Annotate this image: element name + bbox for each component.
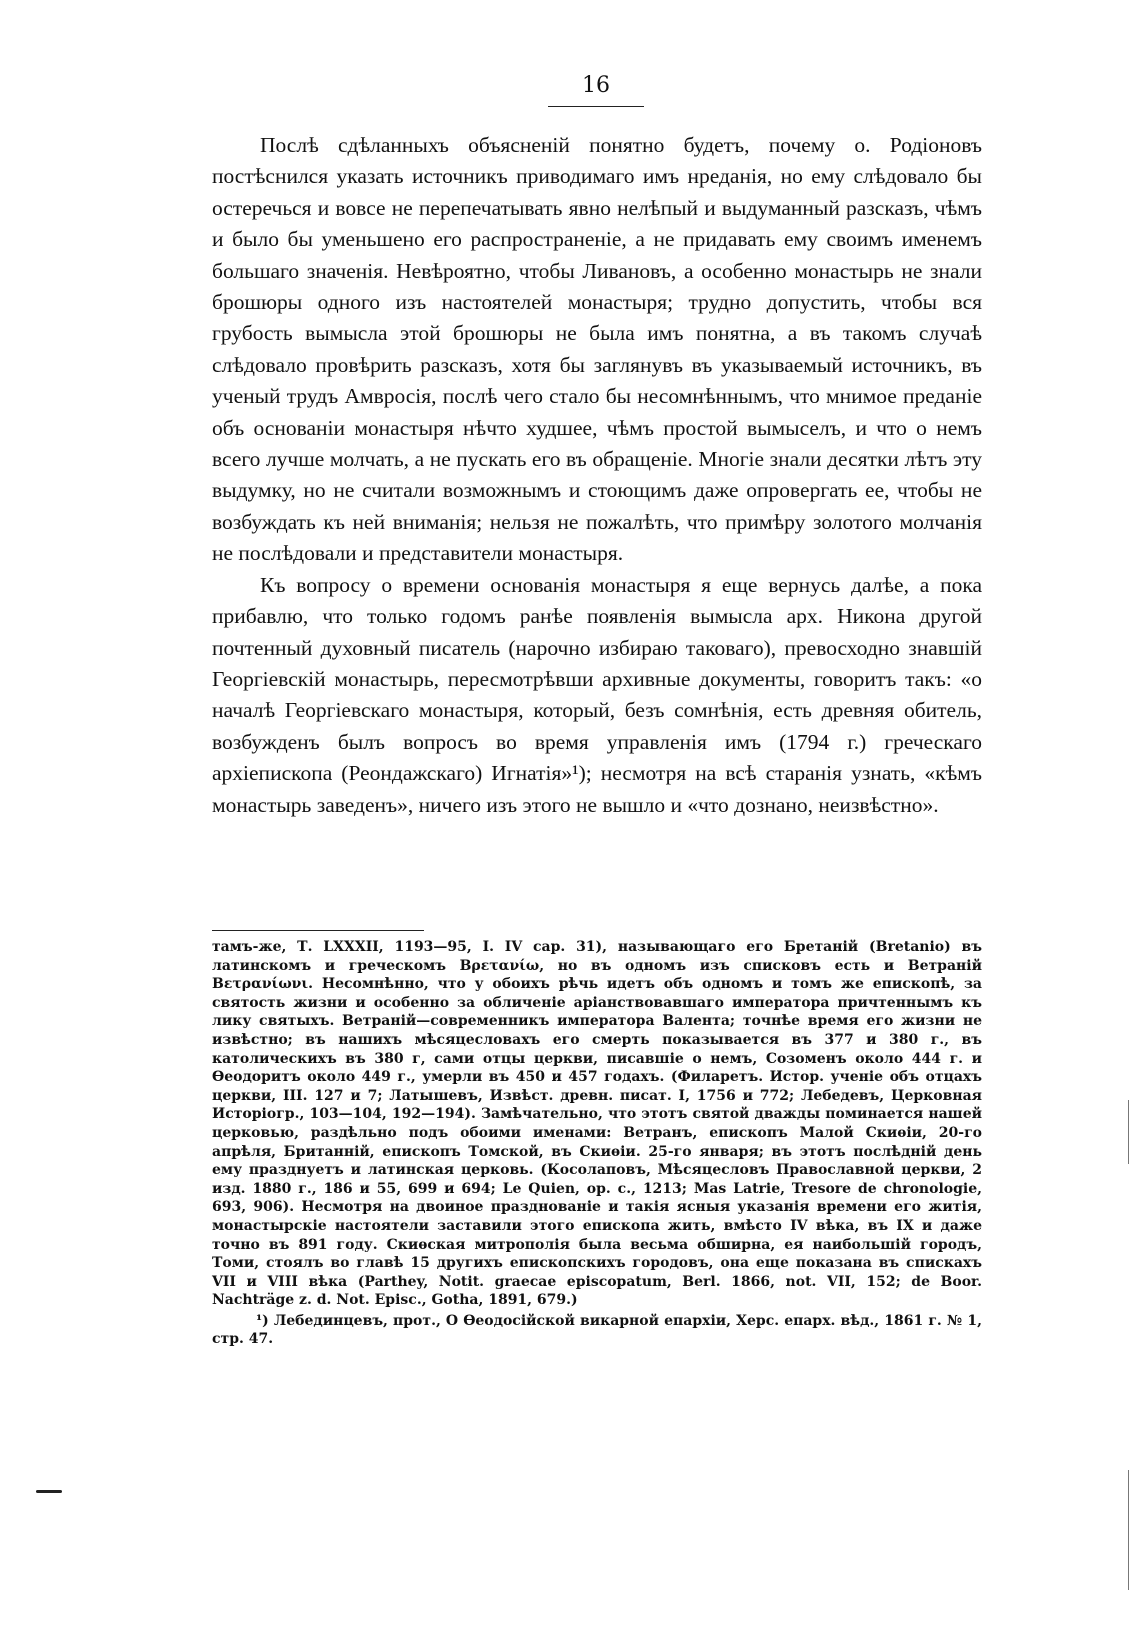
page-edge-mark [1128, 1100, 1129, 1164]
footnotes [212, 938, 982, 1349]
footnote-continued: тамъ-же, Т. LXXXII, 1193—95, I. IV сар. 31), называющаго его Бретаній (Bretanio) въ латинскомъ и греческомъ Βρετανίω, но въ одномъ изъ списковъ есть и Ветраній Βετρανίωνι. Несомнѣнно, что у обоихъ рѣчь идетъ объ одномъ и томъ же епископѣ, за святость жизни и особенно за обличеніе аріанствовавшаго императора причтеннымъ къ лику святыхъ. Ветраній—современникъ императора Валента; точнѣе время его жизни не извѣстно; въ нашихъ мѣсяцесловахъ его смерть показывается въ 377 и 380 г., въ католическихъ въ 380 г, сами отцы церкви, писавшіе о немъ, Созоменъ около 444 г. и Ѳеодоритъ около 449 г., умерли въ 450 и 457 годахъ. (Филаретъ. Истор. ученіе объ отцахъ церкви, III. 127 и 7; Латышевъ, Извѣст. древн. писат. I, 1756 и 772; Лебедевъ, Церковная Исторіогр., 103—104, 192—194). Замѣчательно, что этотъ святой дважды поминается нашей церковью, раздѣльно подъ обоими именами: Ветранъ, епископъ Малой Скиѳіи, 20-го апрѣля, Британній, епископъ Томской, въ Скиѳіи. 25-го января; въ этотъ послѣдній день ему празднуетъ и латинская церковь. (Косолаповъ, Мѣсяцесловъ Православной церкви, 2 изд. 1880 г., 186 и 55, 699 и 694; Le Quien, op. c., 1213; Mas Latrie, Tresore de chronologie, 693, 906). Несмотря на двоиное празднованіе и такія ясныя указанія времени его житія, монастырскіе настоятели заставили этого епископа жить, вмѣсто IV вѣка, въ IX и даже точно въ 891 году. Скиѳская митрополія была весьма обширна, ея наибольшій городъ, Томи, стоялъ во главѣ 15 другихъ епископскихъ городовъ, она еще показана въ спискахъ VII и VIII вѣка (Parthey, Notit. graecae episcopatum, Berl. 1866, not. VII, 152; de Boor. Nachträge z. d. Not. Episc., Gotha, 1891, 679.) [212, 939, 982, 1309]
page-edge-mark [1128, 1470, 1129, 1590]
main-text [212, 130, 982, 821]
paragraph-2: Къ вопросу о времени основанія монастыря я еще вернусь далѣе, а пока прибавлю, что только годомъ ранѣе появленія вымысла арх. Никона другой почтенный духовный писатель (нарочно избираю таковаго), превосходно знавшій Георгіевскій монастырь, пересмотрѣвши архивные документы, говоритъ такъ: «о началѣ Георгіевскаго монастыря, который, безъ сомнѣнія, есть древняя обитель, возбужденъ былъ вопросъ во время управленія имъ (1794 г.) греческаго архіепископа (Реондажскаго) Игнатія»¹); несмотря на всѣ старанія узнать, «кѣмъ монастырь заведенъ», ничего изъ этого не вышло и «что дознано, неизвѣстно». [212, 572, 982, 817]
footnote-separator [212, 930, 424, 931]
margin-mark [36, 1490, 62, 1493]
paragraph-1: Послѣ сдѣланныхъ объясненій понятно будетъ, почему о. Родіоновъ постѣснился указать источникъ приводимаго имъ нреданія, но ему слѣдовало бы остеречься и вовсе не перепечатывать явно нелѣпый и выдуманный разсказъ, чѣмъ и было бы уменьшено его распространеніе, а не придавать ему своимъ именемъ большаго значенія. Невѣроятно, чтобы Ливановъ, а особенно монастырь не знали брошюры одного изъ настоятелей монастыря; трудно допустить, чтобы вся грубость вымысла этой брошюры не была имъ понятна, а въ такомъ случаѣ слѣдовало провѣрить разсказъ, хотя бы заглянувъ въ указываемый источникъ, въ ученый трудъ Амвросія, послѣ чего стало бы несомнѣннымъ, что мнимое преданіе объ основаніи монастыря нѣчто худшее, чѣмъ простой вымыселъ, и что о немъ всего лучше молчать, а не пускать его въ обращеніе. Многіе знали десятки лѣтъ эту выдумку, но не считали возможнымъ и стоющимъ даже опровергать ее, чтобы не возбуждать къ ней вниманія; нельзя не пожалѣть, что примѣру золотого молчанія не послѣдовали и представители монастыря. [212, 133, 982, 566]
page-number-rule [548, 106, 644, 107]
page-number: 16 [582, 73, 610, 98]
footnote-1: ¹) Лебединцевъ, прот., О Ѳеодосійской викарной епархіи, Херс. епарх. вѣд., 1861 г. № 1, стр. 47. [212, 1312, 982, 1348]
